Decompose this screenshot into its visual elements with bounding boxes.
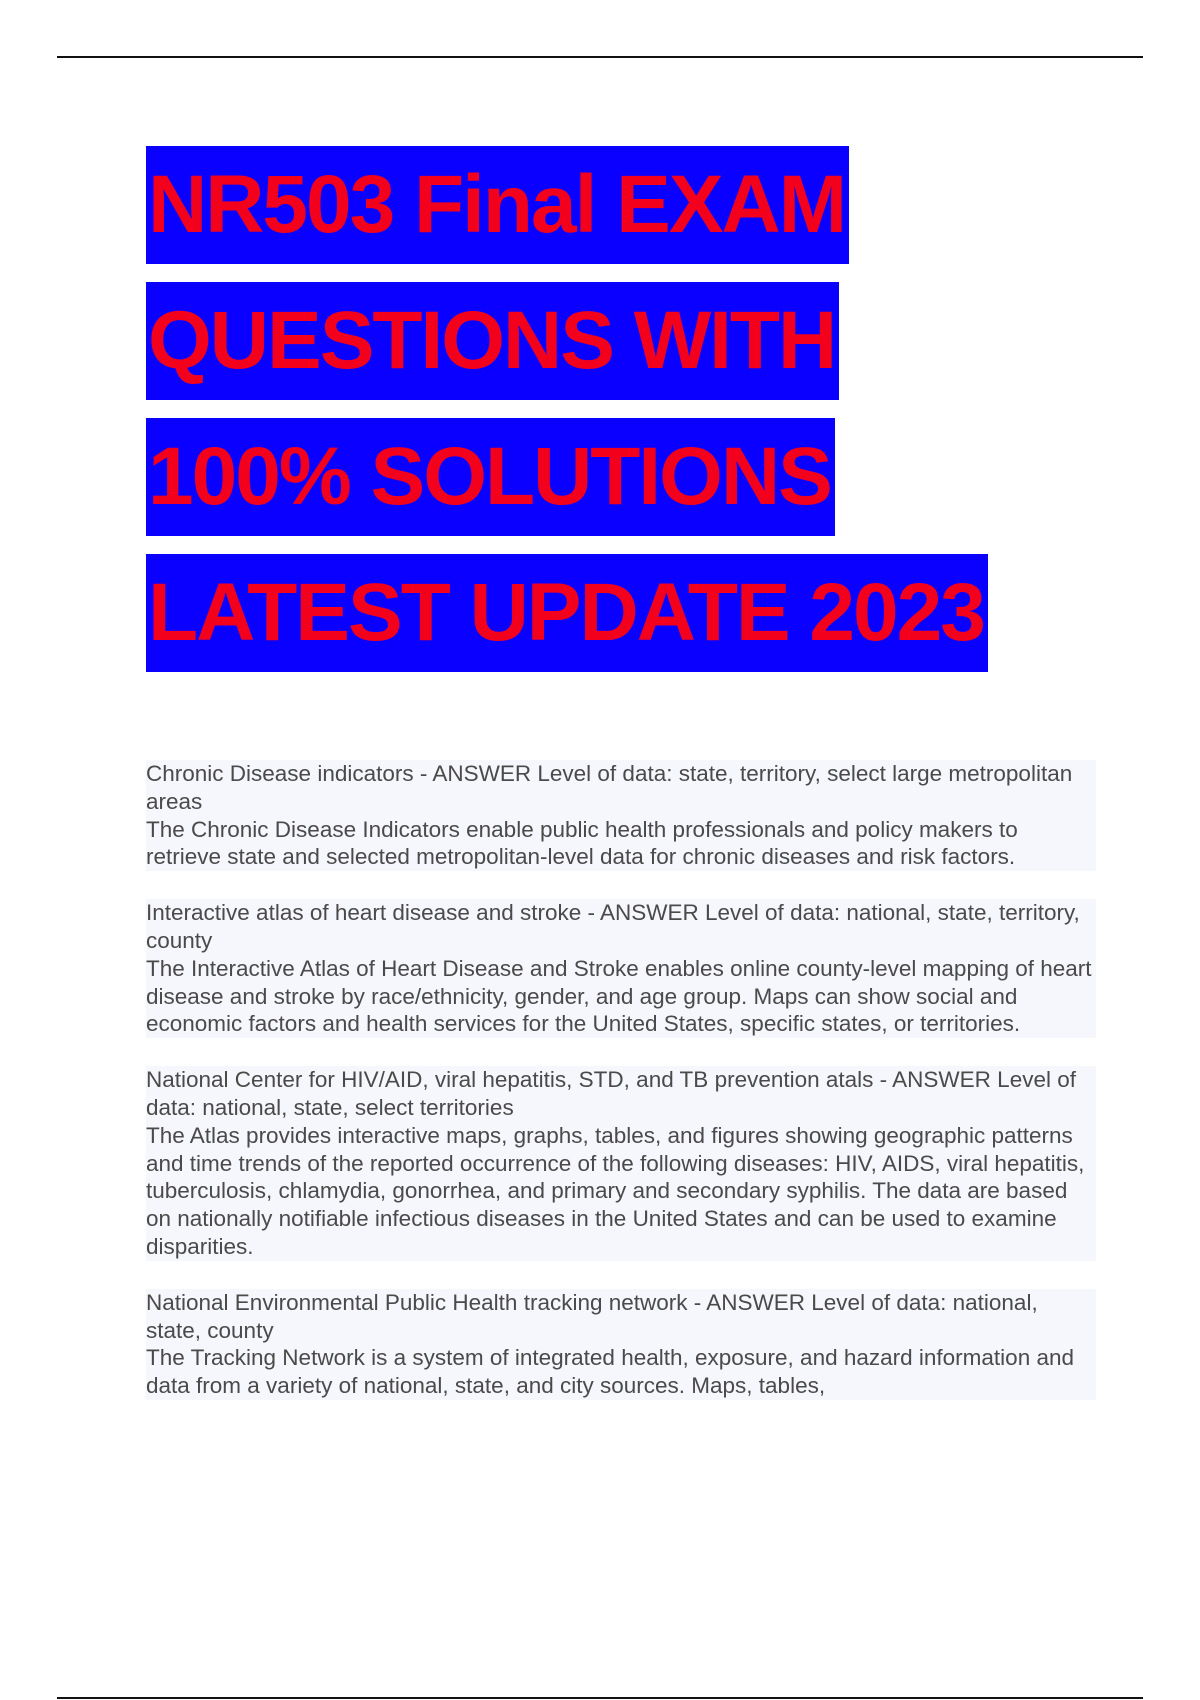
document-title: [146, 146, 988, 672]
bottom-rule: [57, 1697, 1143, 1699]
qa-question: National Center for HIV/AID, viral hepatitis, STD, and TB prevention atals - ANSWER Level of data: national, state, select territories: [146, 1067, 1076, 1120]
title-line-1: NR503 Final EXAM: [146, 146, 988, 264]
qa-answer: The Interactive Atlas of Heart Disease and Stroke enables online county-level mapping of heart disease and stroke by race/ethnicity, gender, and age group. Maps can show social and economic factors and health services for the United States, specific states, or territories.: [146, 955, 1092, 1037]
qa-answer: The Chronic Disease Indicators enable public health professionals and policy makers to retrieve state and selected metropolitan-level data for chronic diseases and risk factors.: [146, 816, 1018, 870]
qa-item: [146, 1066, 1096, 1261]
title-line-3: 100% SOLUTIONS: [146, 418, 988, 536]
top-rule: [57, 56, 1143, 58]
qa-list: [146, 760, 1096, 1428]
qa-item: [146, 899, 1096, 1038]
qa-question: Interactive atlas of heart disease and stroke - ANSWER Level of data: national, state, territory, county: [146, 900, 1080, 953]
qa-item: [146, 760, 1096, 871]
title-line-2: QUESTIONS WITH: [146, 282, 988, 400]
title-line-4: LATEST UPDATE 2023: [146, 554, 988, 672]
qa-answer: The Atlas provides interactive maps, graphs, tables, and figures showing geographic patterns and time trends of the reported occurrence of the following diseases: HIV, AIDS, viral hepatitis, tuberculosis, chlamydia, gonorrhea, and primary and secondary syphilis. The data are based on nationally notifiable infectious diseases in the United States and can be used to examine disparities.: [146, 1122, 1085, 1259]
qa-answer: The Tracking Network is a system of integrated health, exposure, and hazard information and data from a variety of national, state, and city sources. Maps, tables,: [146, 1345, 1074, 1399]
qa-question: National Environmental Public Health tracking network - ANSWER Level of data: national, state, county: [146, 1289, 1038, 1343]
qa-question: Chronic Disease indicators - ANSWER Level of data: state, territory, select large metropolitan areas: [146, 761, 1073, 814]
qa-item: [146, 1289, 1096, 1400]
